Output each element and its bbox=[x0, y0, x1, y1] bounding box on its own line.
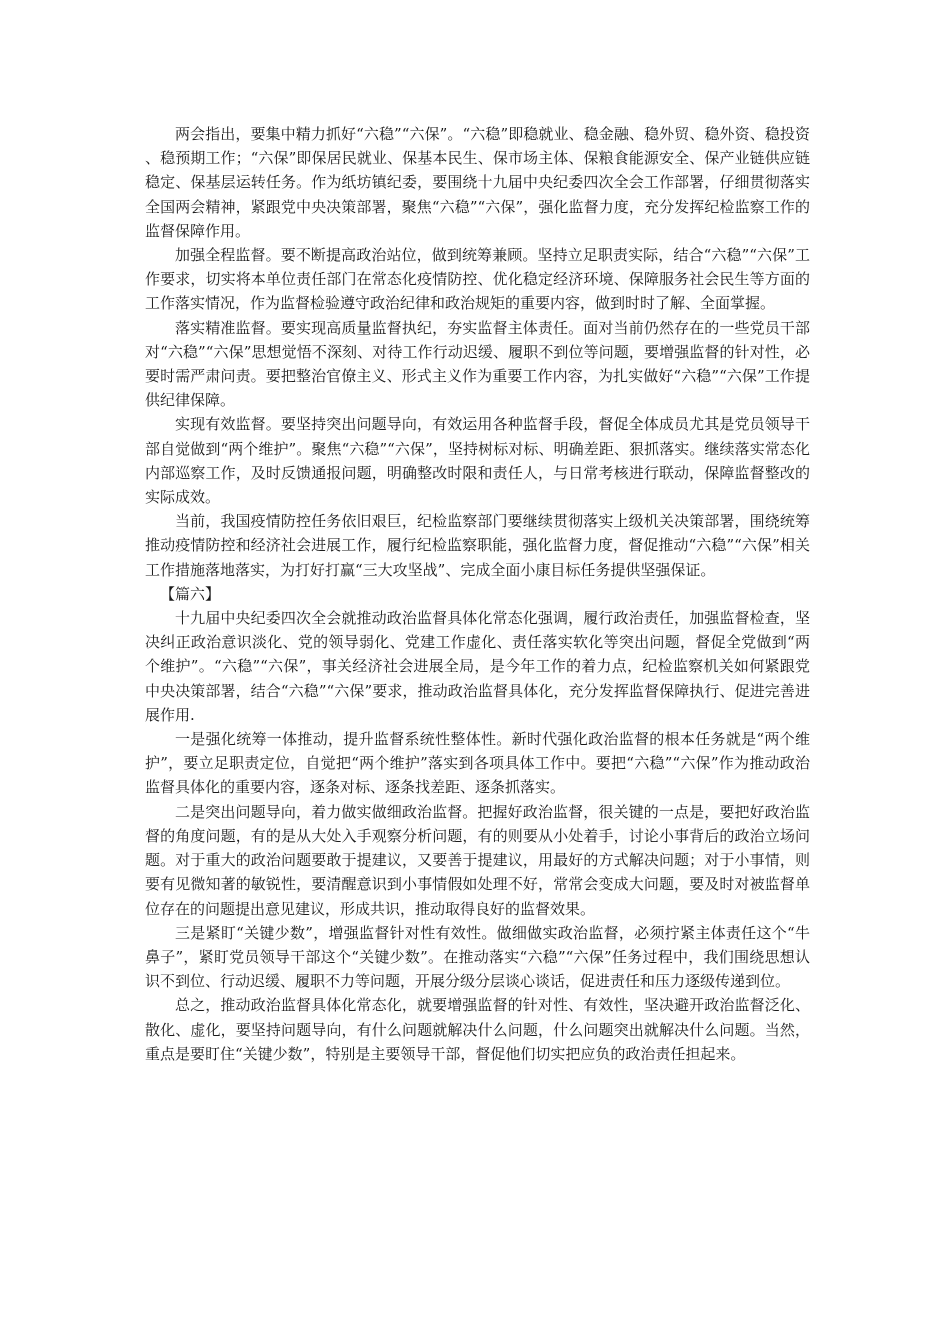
paragraph-section-intro: 十九届中央纪委四次全会就推动政治监督具体化常态化强调，履行政治责任，加强监督检查，坚决纠正政治意识淡化、党的领导弱化、党建工作虚化、责任落实软化等突出问题，督促全党做到“两个维护”。“六稳”“六保”，事关经济社会进展全局，是今年工作的着力点，纪检监察机关如何紧跟党中央决策部署，结合“六稳”“六保”要求，推动政治监督具体化，充分发挥监督保障执行、促进完善进展作用. bbox=[145, 609, 810, 724]
paragraph-current-situation: 当前，我国疫情防控任务依旧艰巨，纪检监察部门要继续贯彻落实上级机关决策部署，围绕统筹推动疫情防控和经济社会进展工作，履行纪检监察职能，强化监督力度，督促推动“六稳”“六保”相关工作措施落地落实，为打好打赢“三大攻坚战”、完成全面小康目标任务提供坚强保证。 bbox=[145, 512, 810, 579]
paragraph-intro: 两会指出，要集中精力抓好“六稳”“六保”。“六稳”即稳就业、稳金融、稳外贸、稳外资、稳投资、稳预期工作；“六保”即保居民就业、保基本民生、保市场主体、保粮食能源安全、保产业链供应链稳定、保基层运转任务。作为纸坊镇纪委，要围绕十九届中央纪委四次全会工作部署，仔细贯彻落实全国两会精神，紧跟党中央决策部署，聚焦“六稳”“六保”，强化监督力度，充分发挥纪检监察工作的监督保障作用。 bbox=[145, 125, 810, 240]
paragraph-point-three: 三是紧盯“关键少数”，增强监督针对性有效性。做细做实政治监督，必须拧紧主体责任这个“牛鼻子”，紧盯党员领导干部这个“关键少数”。在推动落实“六稳”“六保”任务过程中，我们围绕思想认识不到位、行动迟缓、履职不力等问题，开展分级分层谈心谈话，促进责任和压力逐级传递到位。 bbox=[145, 923, 810, 991]
section-heading: 【篇六】 bbox=[160, 584, 221, 603]
paragraph-precise-supervision: 落实精准监督。要实现高质量监督执纪，夯实监督主体责任。面对当前仍然存在的一些党员干部对“六稳”“六保”思想觉悟不深刻、对待工作行动迟缓、履职不到位等问题，要增强监督的针对性，必要时需严肃问责。要把整治官僚主义、形式主义作为重要工作内容，为扎实做好“六稳”“六保”工作提供纪律保障。 bbox=[145, 318, 810, 410]
paragraph-point-one: 一是强化统筹一体推动，提升监督系统性整体性。新时代强化政治监督的根本任务就是“两个维护”，要立足职责定位，自觉把“两个维护”落实到各项具体工作中。要把“六稳”“六保”作为推动政治监督具体化的重要内容，逐条对标、逐条找差距、逐条抓落实。 bbox=[145, 730, 810, 797]
paragraph-point-two: 二是突出问题导向，着力做实做细政治监督。把握好政治监督，很关键的一点是，要把好政治监督的角度问题，有的是从大处入手观察分析问题，有的则要从小处着手，讨论小事背后的政治立场问题。对于重大的政治问题要敢于提建议，又要善于提建议，用最好的方式解决问题；对于小事情，则要有见微知著的敏锐性，要清醒意识到小事情假如处理不好，常常会变成大问题，要及时对被监督单位存在的问题提出意见建议，形成共识，推动取得良好的监督效果。 bbox=[145, 802, 810, 918]
paragraph-effective-supervision: 实现有效监督。要坚持突出问题导向，有效运用各种监督手段，督促全体成员尤其是党员领导干部自觉做到“两个维护”。聚焦“六稳”“六保”，坚持树标对标、明确差距、狠抓落实。继续落实常态化内部巡察工作，及时反馈通报问题，明确整改时限和责任人，与日常考核进行联动，保障监督整改的实际成效。 bbox=[145, 415, 810, 507]
document-page bbox=[145, 122, 810, 1066]
paragraph-conclusion: 总之，推动政治监督具体化常态化，就要增强监督的针对性、有效性，坚决避开政治监督泛化、散化、虚化，要坚持问题导向，有什么问题就解决什么问题，什么问题突出就解决什么问题。当然，重点是要盯住“关键少数”，特别是主要领导干部，督促他们切实把应负的政治责任担起来。 bbox=[145, 996, 810, 1063]
paragraph-full-supervision: 加强全程监督。要不断提高政治站位，做到统筹兼顾。坚持立足职责实际，结合“六稳”“六保”工作要求，切实将本单位责任部门在常态化疫情防控、优化稳定经济环境、保障服务社会民生等方面的工作落实情况，作为监督检验遵守政治纪律和政治规矩的重要内容，做到时时了解、全面掌握。 bbox=[145, 246, 810, 313]
